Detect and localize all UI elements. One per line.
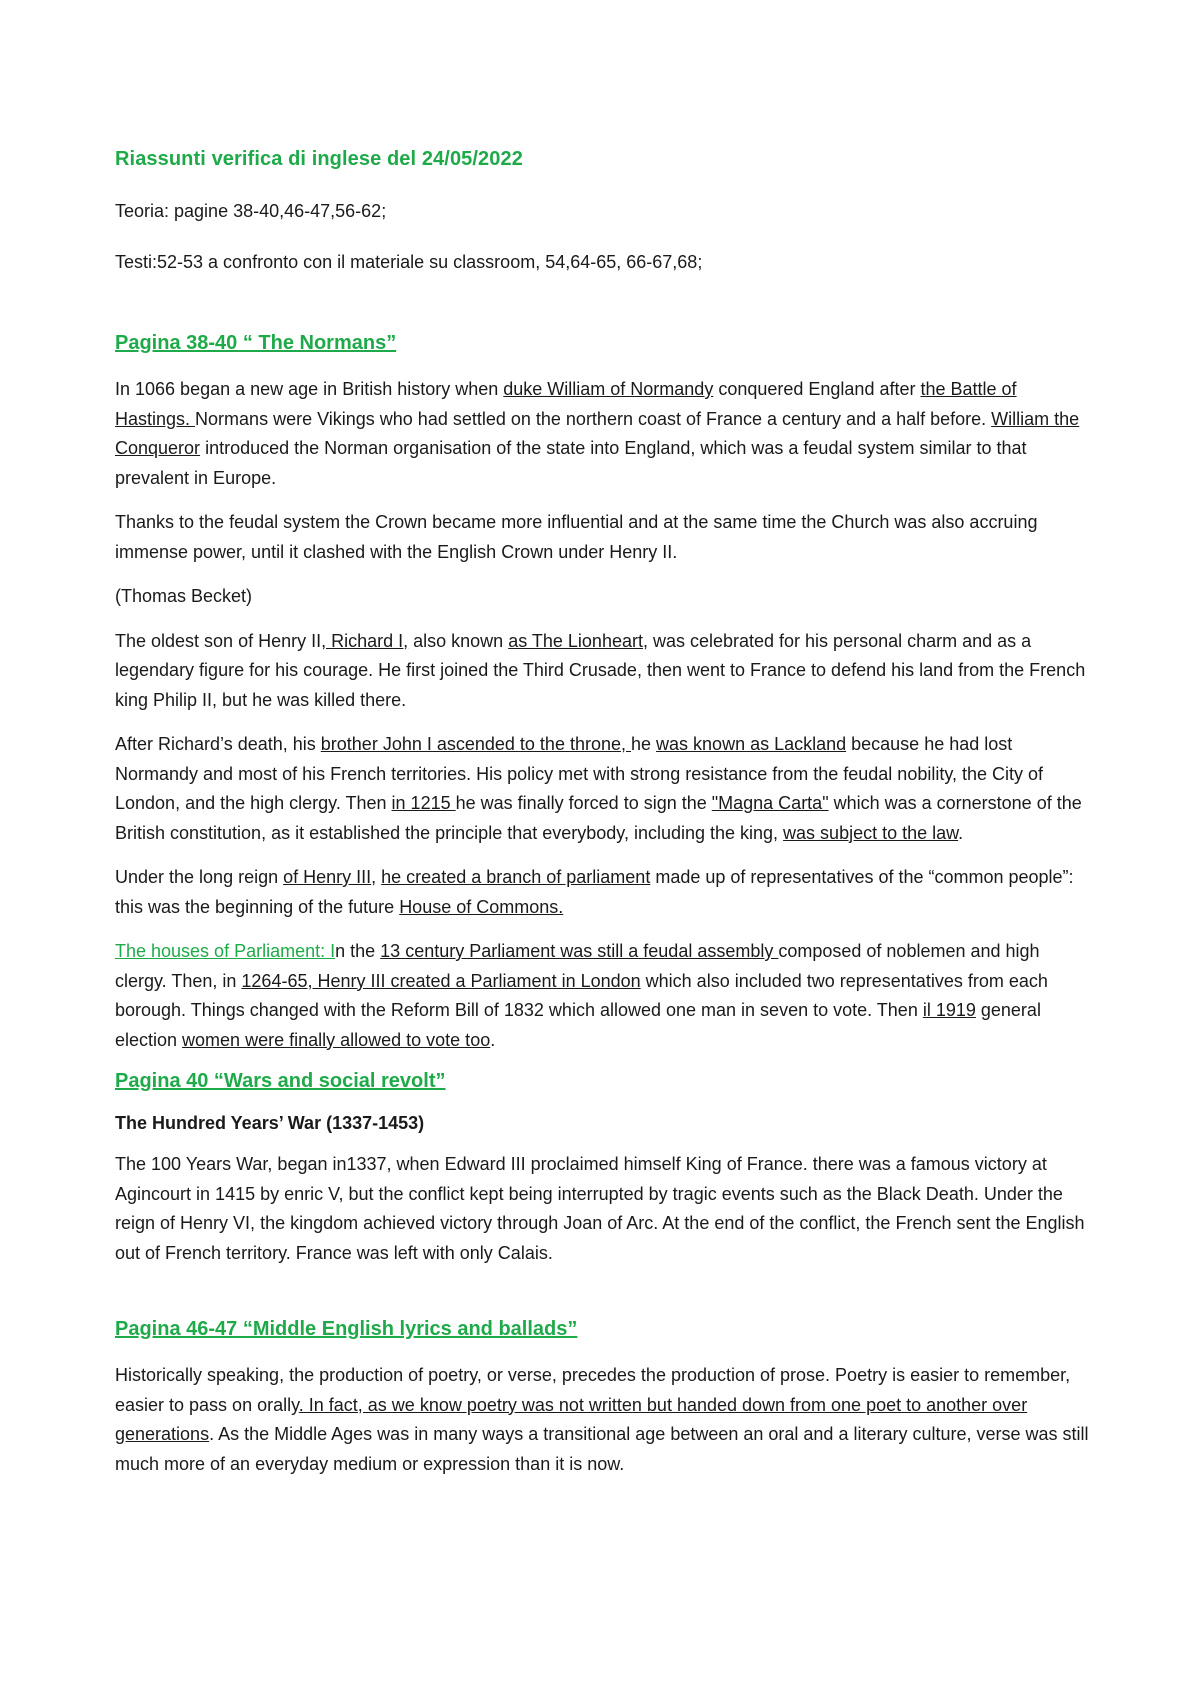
underlined-text: as The Lionheart	[508, 630, 643, 651]
text-run: In 1066 began a new age in British history when	[115, 379, 504, 399]
underlined-text: women were finally allowed to vote too	[182, 1029, 491, 1050]
text-run: ,	[371, 867, 382, 887]
text-run: made up of representatives of the “common people”: this was the beginning of the future	[115, 867, 1074, 917]
underlined-text: 13 century Parliament was still a feudal assembly	[380, 941, 779, 961]
text-run: which also included two representatives from each borough. Things changed with the Reform Bill of 1832 which allowed one man in seven to vote. Then	[115, 970, 1048, 1020]
text-run: conquered England after	[713, 379, 921, 399]
text-run: .	[958, 822, 964, 843]
teoria-line: Teoria: pagine 38-40,46-47,56-62;	[115, 201, 387, 221]
text-run: .	[490, 1029, 496, 1050]
paragraph-houses-of-parliament	[115, 937, 1090, 1055]
text-run: Under the long reign	[115, 867, 284, 887]
underlined-text: in 1215	[391, 793, 456, 813]
paragraph-normans-1	[115, 375, 1090, 493]
text-run: Normans were Vikings who had settled on the northern coast of France a century and a half before.	[195, 408, 992, 429]
section-heading-normans: Pagina 38-40 “ The Normans”	[115, 332, 397, 354]
text-run: general election	[115, 1000, 1041, 1050]
text-run: . As the Middle Ages was in many ways a transitional age between an oral and a literary culture, verse was still much more of an everyday medium or expression than it is now.	[115, 1424, 1089, 1474]
paragraph-hundred-years-war: The 100 Years War, began in1337, when Edward III proclaimed himself King of France. there was a famous victory at Agincourt in 1415 by enric V, but the conflict kept being interrupted by tragic events such as the Black Death. Under the reign of Henry VI, the kingdom achieved victory through Joan of Arc. At the end of the conflict, the French sent the English out of French territory. France was left with only Calais.	[115, 1154, 1085, 1263]
underlined-text: was subject to the law	[783, 822, 959, 843]
text-run: After Richard’s death, his	[115, 734, 321, 754]
text-run: The oldest son of Henry II	[115, 630, 322, 651]
section-heading-middle-english: Pagina 46-47 “Middle English lyrics and ballads”	[115, 1318, 578, 1340]
paragraph-henry-iii	[115, 863, 1090, 922]
underlined-text: William the Conqueror	[115, 408, 1080, 458]
underlined-text: il 1919	[922, 1000, 976, 1020]
text-run: Historically speaking, the production of poetry, or verse, precedes the production of prose. Poetry is easier to remember, easier to pass on orally	[115, 1365, 1071, 1415]
text-run: which was a cornerstone of the British constitution, as it established the principle that everybody, including the king,	[115, 793, 1082, 843]
underlined-text: , Richard I,	[321, 630, 409, 651]
text-run: composed of noblemen and high clergy. Then, in	[115, 941, 1040, 991]
subheading-hundred-years-war: The Hundred Years’ War (1337-1453)	[115, 1113, 425, 1133]
text-run: also known	[408, 630, 509, 651]
text-run: he was finally forced to sign the	[455, 793, 712, 813]
section-heading-wars: Pagina 40 “Wars and social revolt”	[115, 1070, 446, 1092]
underlined-text: he created a branch of parliament	[381, 867, 651, 887]
underlined-text: was known as Lackland	[656, 734, 847, 754]
paragraph-thomas-becket: (Thomas Becket)	[115, 586, 253, 606]
inline-heading-houses-of-parliament: The houses of Parliament: I	[115, 941, 336, 961]
paragraph-richard	[115, 627, 1090, 716]
underlined-text: . In fact, as we know poetry was not written but handed down from one poet to another over generations	[115, 1394, 1028, 1444]
document-title: Riassunti verifica di inglese del 24/05/2022	[115, 148, 523, 170]
underlined-text: "Magna Carta"	[711, 793, 829, 813]
paragraph-middle-english	[115, 1361, 1090, 1479]
underlined-text: of Henry III	[283, 867, 372, 887]
underlined-text: duke William of Normandy	[503, 379, 714, 399]
paragraph-normans-2: Thanks to the feudal system the Crown became more influential and at the same time the Church was also accruing immense power, until it clashed with the English Crown under Henry II.	[115, 512, 1038, 562]
text-run: n the	[335, 941, 381, 961]
underlined-text: brother John I ascended to the throne,	[320, 734, 631, 754]
text-run: he	[631, 734, 657, 754]
underlined-text: the Battle of Hastings.	[115, 379, 1017, 429]
text-run: introduced the Norman organisation of the state into England, which was a feudal system similar to that prevalent in Europe.	[115, 438, 1027, 488]
paragraph-john	[115, 730, 1090, 848]
testi-line: Testi:52-53 a confronto con il materiale su classroom, 54,64-65, 66-67,68;	[115, 251, 703, 272]
text-run: because he had lost Normandy and most of his French territories. His policy met with strong resistance from the feudal nobility, the City of London, and the high clergy. Then	[115, 734, 1044, 813]
underlined-text: House of Commons.	[399, 896, 564, 917]
underlined-text: 1264-65, Henry III created a Parliament in London	[241, 970, 641, 991]
text-run: , was celebrated for his personal charm and as a legendary figure for his courage. He first joined the Third Crusade, then went to France to defend his land from the French king Philip II, but he was killed there.	[115, 630, 1086, 710]
